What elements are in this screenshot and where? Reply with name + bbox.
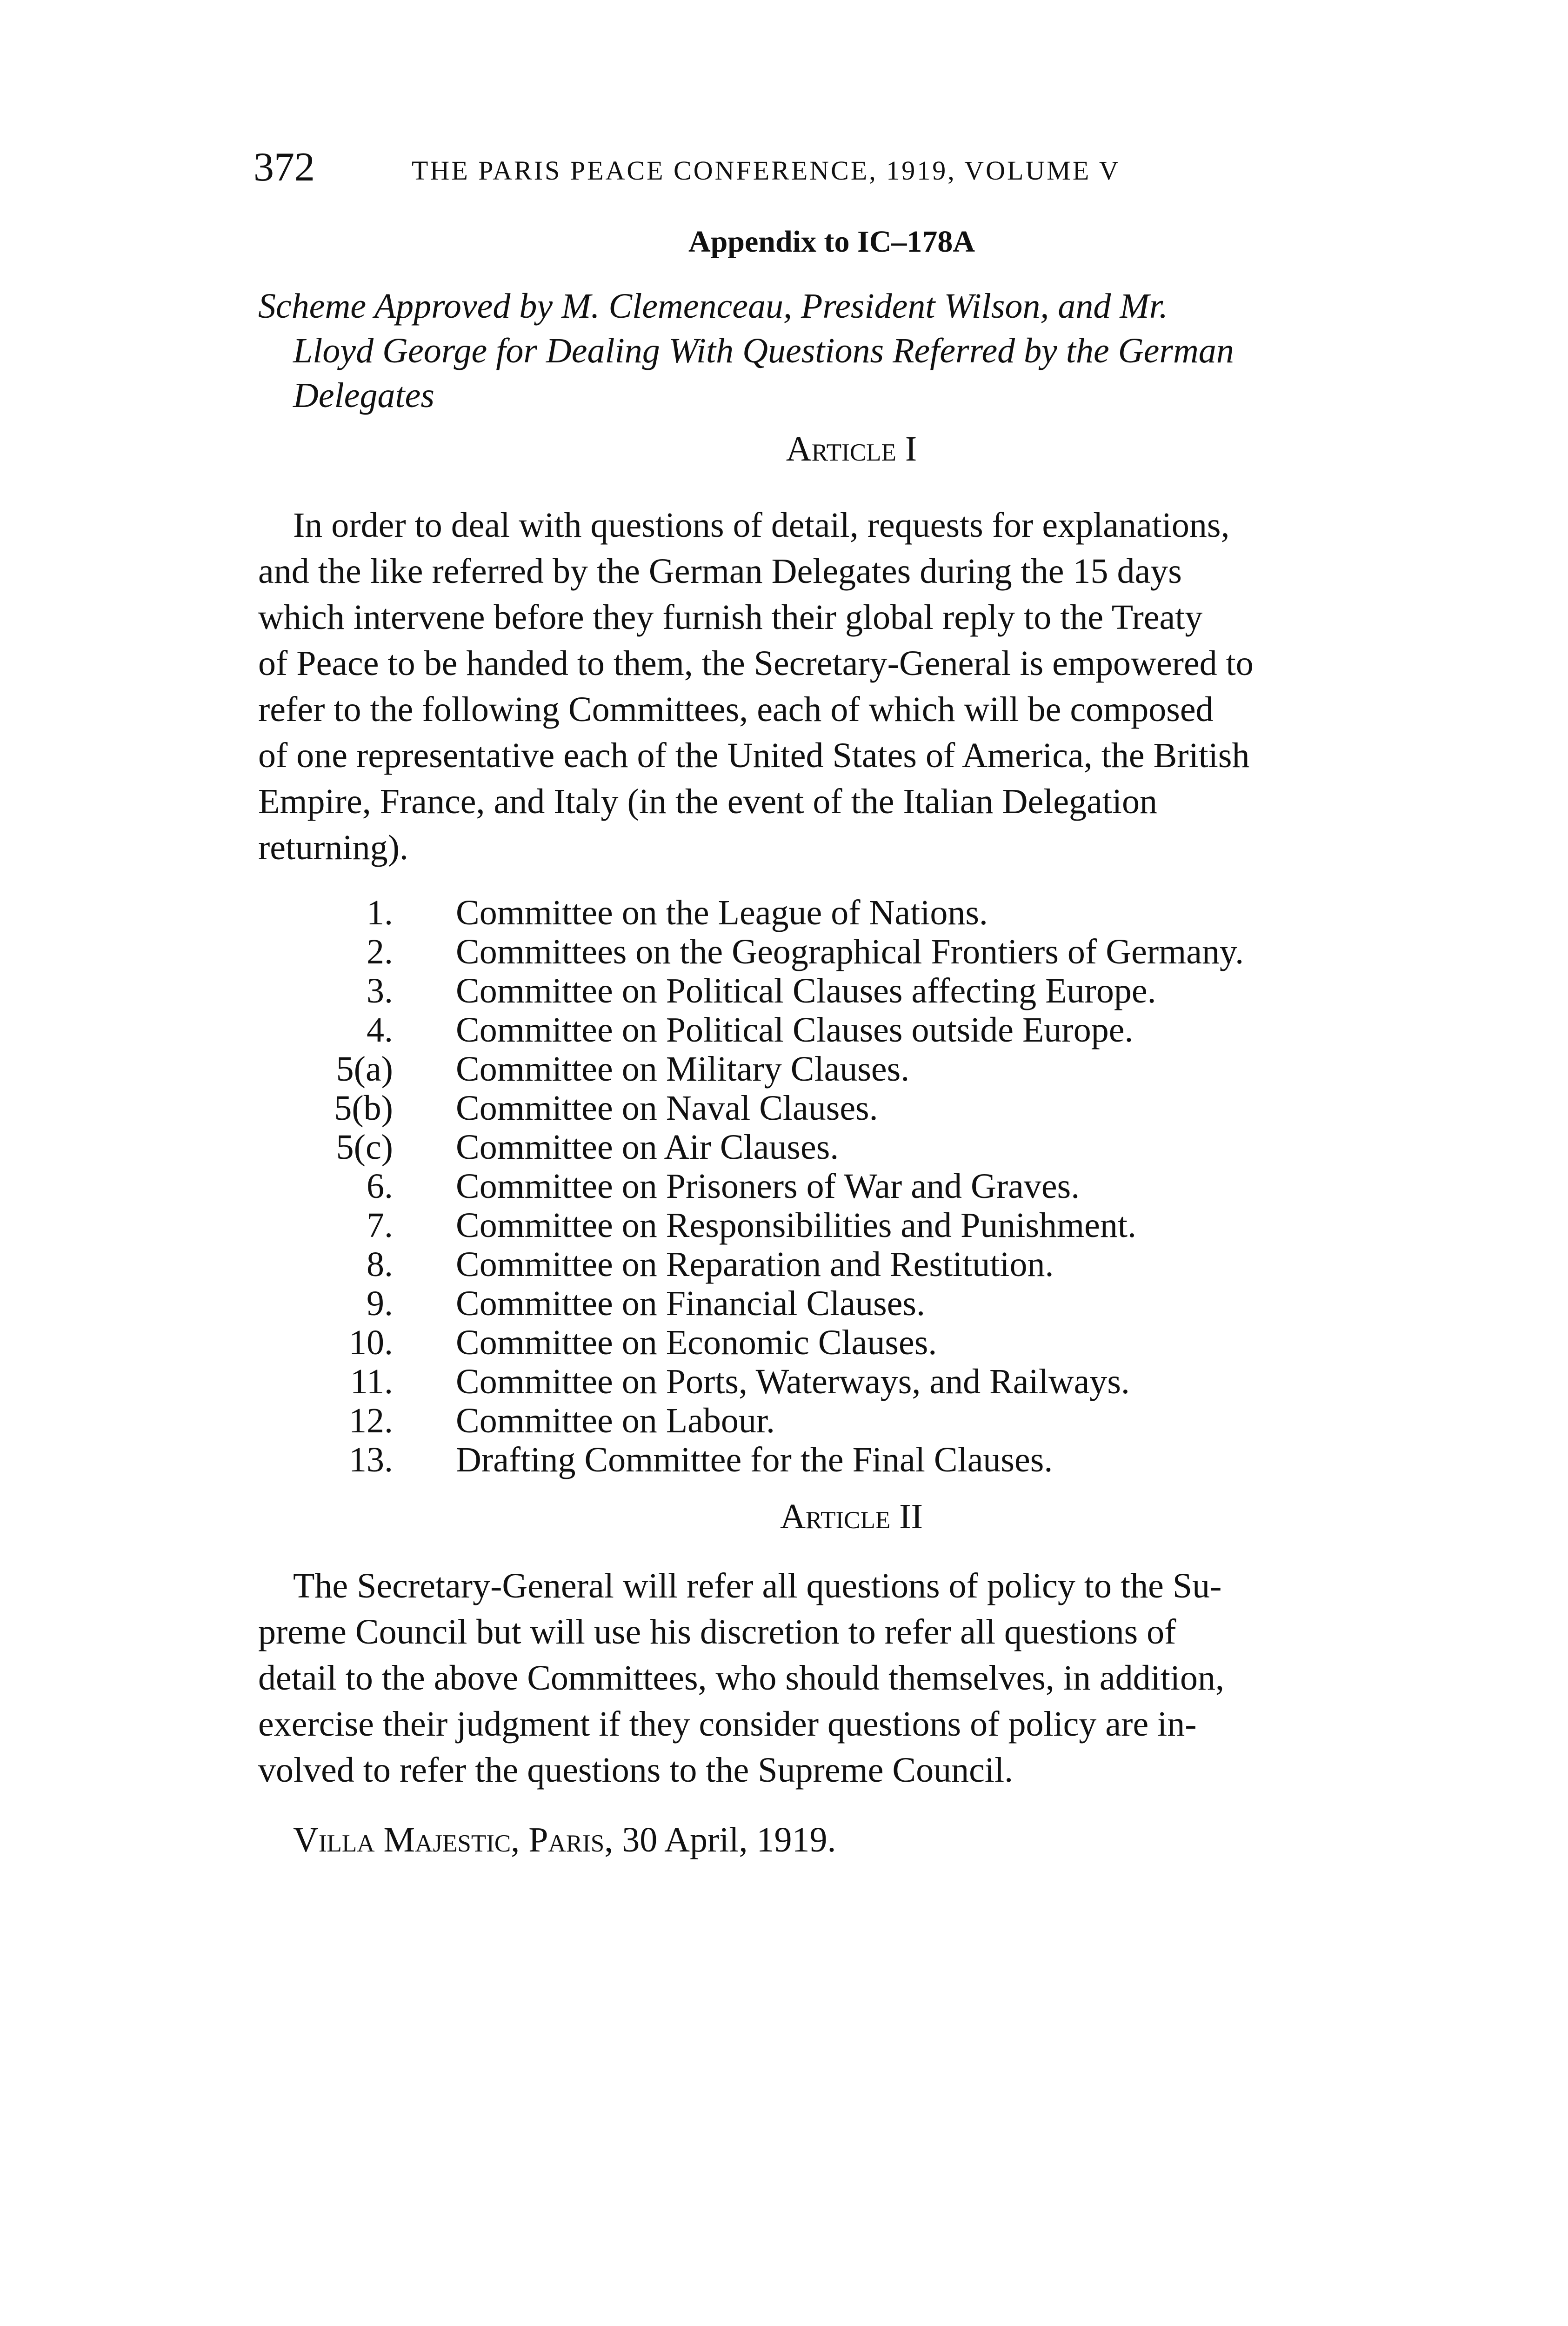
committee-item xyxy=(326,1049,1465,1089)
committee-item xyxy=(326,1010,1465,1049)
committee-item xyxy=(326,1440,1465,1479)
committee-number: 13. xyxy=(349,1440,393,1479)
signoff-place: Villa Majestic, Paris, xyxy=(293,1820,614,1859)
article-ii-heading xyxy=(0,1493,1568,1540)
committee-item xyxy=(326,893,1465,932)
article-i-line: of one representative each of the United States of America, the British xyxy=(258,736,1250,775)
committee-item xyxy=(326,1206,1465,1245)
committee-item xyxy=(326,1401,1465,1440)
scheme-title-line-2: Lloyd George for Dealing With Questions Referred by the German xyxy=(293,331,1234,370)
committee-item xyxy=(326,971,1465,1010)
article-ii-paragraph xyxy=(258,1563,1458,1793)
committee-number: 2. xyxy=(367,932,393,971)
committee-item xyxy=(326,1323,1465,1362)
running-title: THE PARIS PEACE CONFERENCE, 1919, VOLUME V xyxy=(412,155,1121,186)
committee-number: 10. xyxy=(349,1323,393,1362)
article-i-title: Article I xyxy=(786,429,917,468)
committee-name: Committee on Labour. xyxy=(456,1401,775,1440)
article-i-paragraph xyxy=(258,502,1458,871)
committee-number: 3. xyxy=(367,971,393,1010)
committee-number: 6. xyxy=(367,1167,393,1206)
committee-number: 8. xyxy=(367,1245,393,1284)
article-ii-line: volved to refer the questions to the Supreme Council. xyxy=(258,1751,1014,1790)
committee-number: 5(b) xyxy=(334,1089,393,1128)
article-i-line: returning). xyxy=(258,828,408,867)
article-i-line: and the like referred by the German Delegates during the 15 days xyxy=(258,552,1182,591)
scheme-title-line-3: Delegates xyxy=(293,376,434,415)
committee-item xyxy=(326,1128,1465,1167)
signoff xyxy=(293,1817,1456,1863)
committee-number: 11. xyxy=(350,1362,393,1401)
committee-name: Committee on Naval Clauses. xyxy=(456,1089,878,1128)
committee-number: 5(c) xyxy=(336,1128,393,1167)
article-i-line: In order to deal with questions of detail, requests for explanations, xyxy=(293,506,1230,545)
committee-name: Committees on the Geographical Frontiers of Germany. xyxy=(456,932,1244,971)
committee-name: Committee on Ports, Waterways, and Railways. xyxy=(456,1362,1130,1401)
article-ii-title: Article II xyxy=(780,1497,923,1536)
committee-number: 9. xyxy=(367,1284,393,1323)
committee-name: Committee on Political Clauses affecting Europe. xyxy=(456,971,1156,1010)
committee-item xyxy=(326,1089,1465,1128)
committee-number: 5(a) xyxy=(336,1049,393,1089)
committee-name: Committee on Economic Clauses. xyxy=(456,1323,937,1362)
article-ii-line: preme Council but will use his discretion to refer all questions of xyxy=(258,1612,1176,1651)
appendix-text: Appendix to IC–178A xyxy=(688,225,975,259)
committee-name: Committee on Prisoners of War and Graves. xyxy=(456,1167,1080,1206)
committee-name: Drafting Committee for the Final Clauses. xyxy=(456,1440,1053,1479)
article-ii-line: The Secretary-General will refer all questions of policy to the Su- xyxy=(293,1566,1222,1605)
committee-number: 12. xyxy=(349,1401,393,1440)
committee-number: 1. xyxy=(367,893,393,932)
committee-name: Committee on the League of Nations. xyxy=(456,893,988,932)
committee-list xyxy=(326,893,1465,1479)
committee-name: Committee on Responsibilities and Punishment. xyxy=(456,1206,1136,1245)
committee-name: Committee on Military Clauses. xyxy=(456,1049,910,1089)
committee-item xyxy=(326,1284,1465,1323)
committee-item xyxy=(326,1167,1465,1206)
scheme-title-line-1: Scheme Approved by M. Clemenceau, President Wilson, and Mr. xyxy=(258,287,1168,326)
appendix-label xyxy=(0,219,1568,265)
committee-item xyxy=(326,1362,1465,1401)
article-ii-line: detail to the above Committees, who should themselves, in addition, xyxy=(258,1658,1225,1698)
committee-number: 7. xyxy=(367,1206,393,1245)
scheme-title xyxy=(258,284,1458,418)
article-i-line: which intervene before they furnish their global reply to the Treaty xyxy=(258,598,1203,637)
committee-name: Committee on Financial Clauses. xyxy=(456,1284,925,1323)
article-i-heading xyxy=(0,426,1568,472)
committee-name: Committee on Air Clauses. xyxy=(456,1128,839,1167)
committee-name: Committee on Political Clauses outside Europe. xyxy=(456,1010,1134,1049)
signoff-date: 30 April, 1919. xyxy=(622,1820,836,1859)
article-i-line: of Peace to be handed to them, the Secretary-General is empowered to xyxy=(258,644,1254,683)
article-i-line: refer to the following Committees, each of which will be composed xyxy=(258,690,1214,729)
page-number: 372 xyxy=(254,145,315,190)
committee-number: 4. xyxy=(367,1010,393,1049)
article-i-line: Empire, France, and Italy (in the event of the Italian Delegation xyxy=(258,782,1158,821)
committee-name: Committee on Reparation and Restitution. xyxy=(456,1245,1054,1284)
article-ii-line: exercise their judgment if they consider questions of policy are in- xyxy=(258,1704,1197,1744)
committee-item xyxy=(326,932,1465,971)
committee-item xyxy=(326,1245,1465,1284)
running-head xyxy=(254,140,1463,195)
